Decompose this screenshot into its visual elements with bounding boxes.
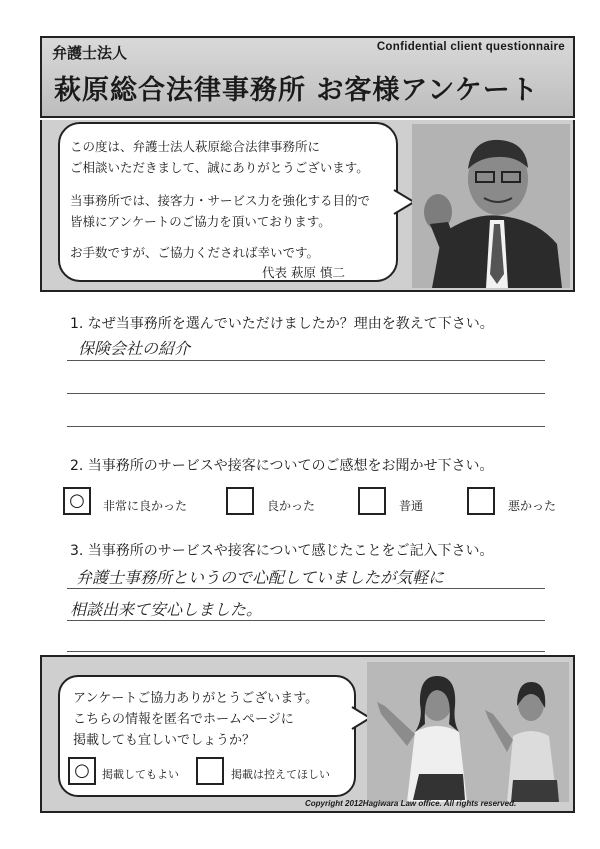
question-2-label: 2. 当事務所のサービスや接客についてのご感想をお聞かせ下さい。 bbox=[70, 458, 494, 474]
publish-no-label: 掲載は控えてほしい bbox=[231, 768, 330, 781]
intro-line-1: この度は、弁護士法人萩原総合法律事務所に bbox=[70, 139, 321, 154]
header-banner bbox=[40, 36, 575, 118]
checkbox-publish-ok[interactable] bbox=[68, 757, 96, 785]
question-3-answer-line-1: 弁護士事務所というので心配していましたが気軽に bbox=[76, 568, 445, 587]
option-good-label: 良かった bbox=[267, 499, 316, 513]
check-circle-mark: ○ bbox=[74, 760, 90, 781]
checkbox-average[interactable] bbox=[358, 487, 386, 515]
option-average-label: 普通 bbox=[399, 499, 424, 513]
check-circle-mark: ○ bbox=[69, 490, 85, 511]
answer-line bbox=[67, 360, 545, 361]
publish-ok-label: 掲載してもよい bbox=[102, 768, 179, 781]
signer-name: 代表 萩原 慎二 bbox=[262, 265, 345, 280]
answer-line bbox=[67, 620, 545, 621]
answer-line bbox=[67, 393, 545, 394]
staff-photo bbox=[367, 662, 569, 802]
answer-line bbox=[67, 426, 545, 427]
answer-line bbox=[67, 651, 545, 652]
consent-line-2: こちらの情報を匿名でホームページに bbox=[73, 712, 294, 727]
option-bad-label: 悪かった bbox=[508, 499, 557, 513]
header-english-title: Confidential client questionnaire bbox=[376, 41, 565, 53]
intro-line-2: ご相談いただきまして、誠にありがとうございます。 bbox=[70, 160, 369, 175]
question-1-answer: 保険会社の紹介 bbox=[78, 339, 191, 358]
lawyer-portrait-image bbox=[412, 124, 570, 288]
question-3-answer-line-2: 相談出来て安心しました。 bbox=[70, 600, 263, 619]
question-1-label: 1. なぜ当事務所を選んでいただけましたか？理由を教えて下さい。 bbox=[70, 316, 494, 332]
checkbox-publish-no[interactable] bbox=[196, 757, 224, 785]
header-subtitle: 弁護士法人 bbox=[52, 44, 128, 62]
copyright-text: Copyright 2012Hagiwara Law office. All rights reserved. bbox=[305, 799, 517, 808]
consent-line-1: アンケートご協力ありがとうございます。 bbox=[73, 691, 319, 706]
staff-group-image bbox=[367, 662, 569, 802]
lawyer-photo bbox=[412, 124, 570, 288]
intro-line-5: お手数ですが、ご協力くだされば幸いです。 bbox=[70, 245, 320, 260]
option-very-good-label: 非常に良かった bbox=[103, 499, 188, 513]
checkbox-bad[interactable] bbox=[467, 487, 495, 515]
checkbox-good[interactable] bbox=[226, 487, 254, 515]
intro-line-4: 皆様にアンケートのご協力を頂いております。 bbox=[70, 214, 331, 229]
question-3-label: 3. 当事務所のサービスや接客について感じたことをご記入下さい。 bbox=[70, 543, 494, 559]
intro-line-3: 当事務所では、接客力・サービス力を強化する目的で bbox=[70, 193, 371, 208]
page-title: 萩原総合法律事務所 お客様アンケート bbox=[54, 75, 539, 106]
checkbox-very-good[interactable] bbox=[63, 487, 91, 515]
consent-line-3: 掲載しても宜しいでしょうか？ bbox=[73, 733, 256, 748]
answer-line bbox=[67, 588, 545, 589]
